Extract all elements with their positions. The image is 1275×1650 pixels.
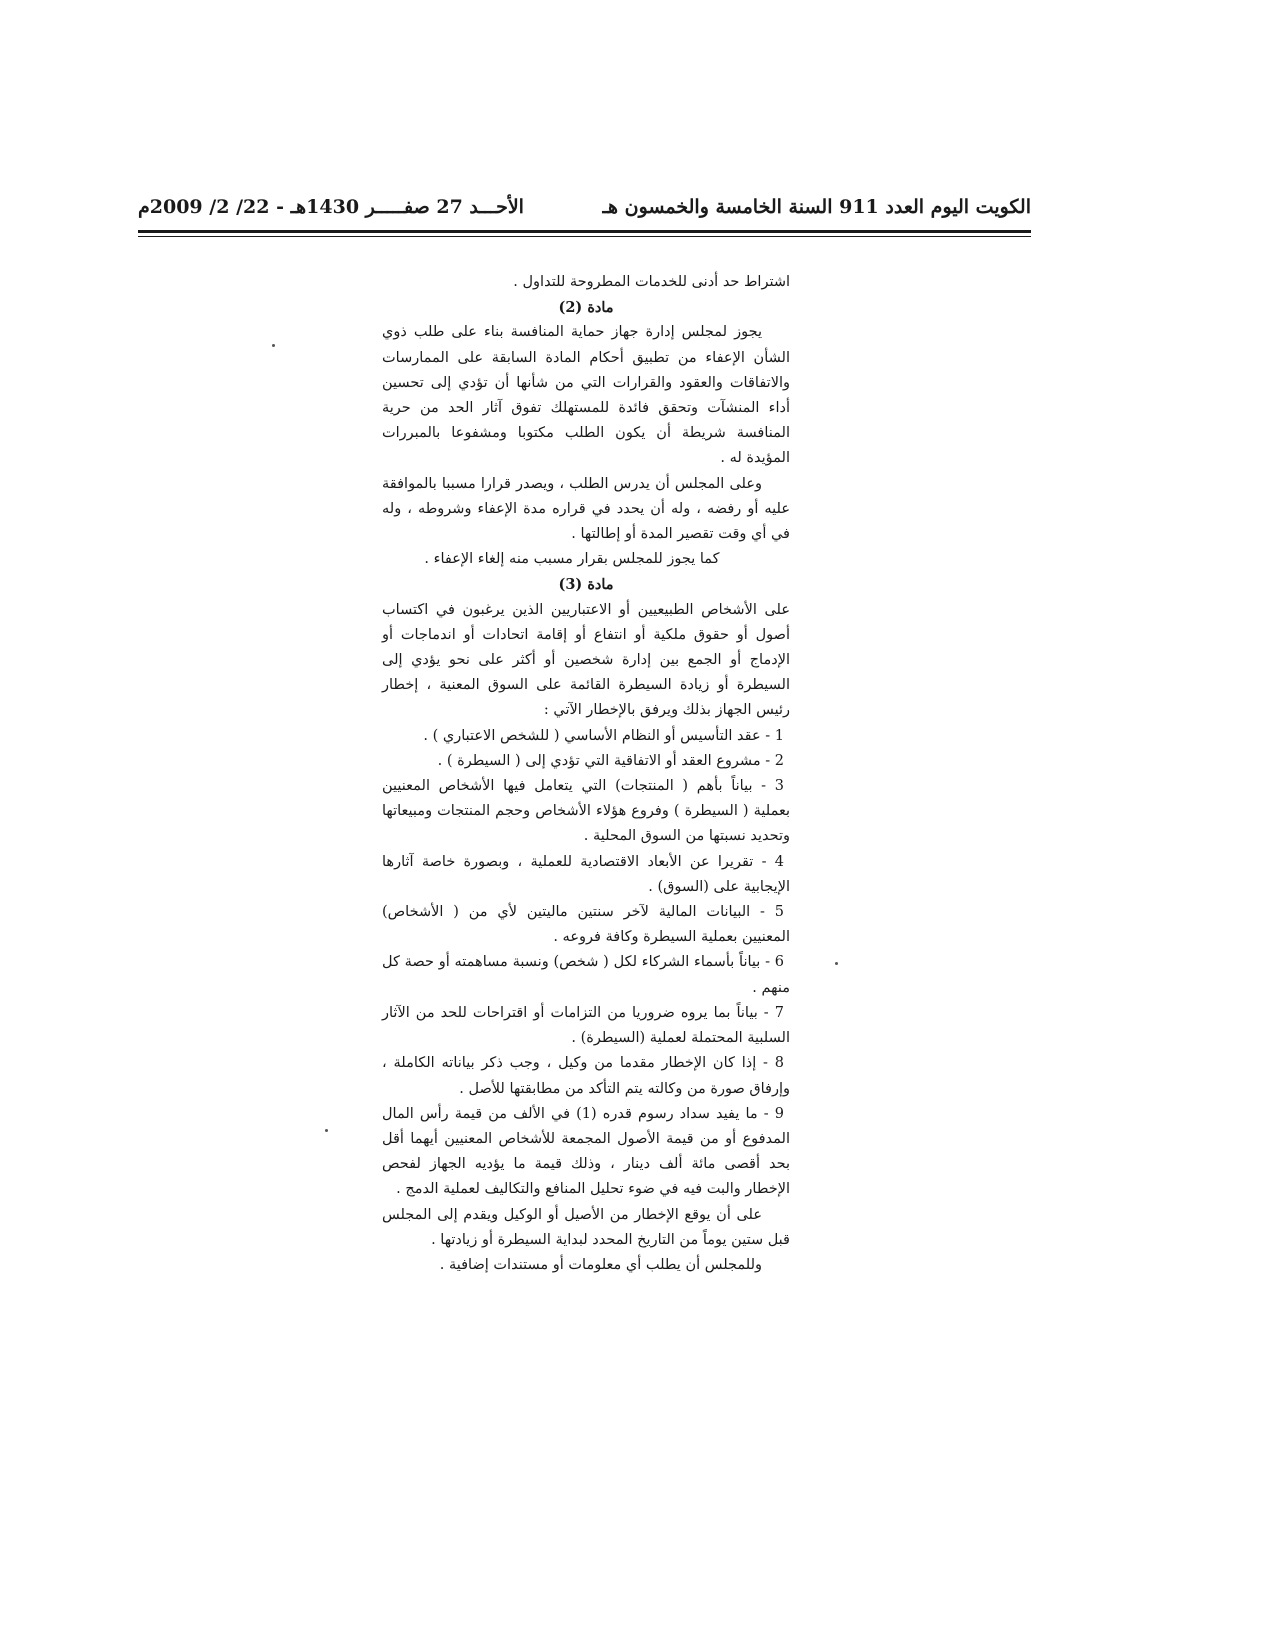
header-rule-thick [138,230,1031,233]
paragraph: على الأشخاص الطبيعيين أو الاعتباريين الذين يرغبون في اكتساب أصول أو حقوق ملكية أو انتفاع أو إقامة اتحادات أو اندماجات أو الإدماج أو الجمع بين إدارة شخصين أو أكثر على نحو يؤدي إلى السيطرة أو زيادة السيطرة القائمة على السوق المعنية ، إخطار رئيس الجهاز بذلك ويرفق بالإخطار الآتي : [382,601,790,719]
list-item: 1 - عقد التأسيس أو النظام الأساسي ( للشخص الاعتباري ) . [423,727,784,744]
list-item: 3 - بياناً بأهم ( المنتجات) التي يتعامل فيها الأشخاص المعنيين بعملية ( السيطرة ) وفروع هؤلاء الأشخاص وحجم المنتجات ومبيعاتها وتحديد نسبتها من السوق المحلية . [382,778,790,845]
scan-speck [272,344,275,347]
paragraph: كما يجوز للمجلس بقرار مسبب منه إلغاء الإعفاء . [424,551,720,568]
list-item: 8 - إذا كان الإخطار مقدما من وكيل ، وجب ذكر بياناته الكاملة ، وإرفاق صورة من وكالته يتم التأكد من مطابقتها للأصل . [382,1055,790,1097]
header-rule-thin [138,236,1031,237]
scan-speck [835,962,838,965]
list-item: 5 - البيانات المالية لآخر سنتين ماليتين لأي من ( الأشخاص) المعنيين بعملية السيطرة وكافة فروعه . [382,904,790,946]
scan-speck [325,1129,328,1132]
list-item: 9 - ما يفيد سداد رسوم قدره (1) في الألف من قيمة رأس المال المدفوع أو من قيمة الأصول المجمعة للأشخاص المعنيين أيهما أقل بحد أقصى مائة ألف دينار ، وذلك قيمة ما يؤديه الجهاز لفحص الإخطار والبت فيه في ضوء تحليل المنافع والتكاليف لعملية الدمج . [382,1105,790,1198]
page-header [138,196,1031,226]
paragraph: يجوز لمجلس إدارة جهاز حماية المنافسة بناء على طلب ذوي الشأن الإعفاء من تطبيق أحكام المادة السابقة على الممارسات والاتفاقات والعقود والقرارات التي من شأنها أن تؤدي إلى تحسين أداء المنشآت وتحقق فائدة للمستهلك تفوق آثار الحد من حرية المنافسة شريطة أن يكون الطلب مكتوبا ومشفوعا بالمبررات المؤيدة له . [382,324,790,467]
paragraph: على أن يوقع الإخطار من الأصيل أو الوكيل ويقدم إلى المجلس قبل ستين يوماً من التاريخ المحدد لبداية السيطرة أو زيادتها . [382,1206,790,1248]
paragraph: وللمجلس أن يطلب أي معلومات أو مستندات إضافية . [439,1256,762,1273]
list-item: 4 - تقريرا عن الأبعاد الاقتصادية للعملية ، وبصورة خاصة آثارها الإيجابية على (السوق) . [382,853,790,895]
header-date: الأحـــد 27 صفـــــر 1430هـ - 22/ 2/ 2009م [138,196,524,218]
article-body [382,270,790,1278]
article-heading: مادة (2) [558,299,614,317]
header-publication: الكويت اليوم العدد 911 السنة الخامسة والخمسون هـ [602,196,1031,218]
list-item: 2 - مشروع العقد أو الاتفاقية التي تؤدي إلى ( السيطرة ) . [437,752,784,769]
list-item: 6 - بياناً بأسماء الشركاء لكل ( شخص) ونسبة مساهمته أو حصة كل منهم . [382,954,790,996]
paragraph: وعلى المجلس أن يدرس الطلب ، ويصدر قرارا مسببا بالموافقة عليه أو رفضه ، وله أن يحدد في قراره مدة الإعفاء وشروطه ، وله في أي وقت تقصير المدة أو إطالتها . [382,475,790,543]
list-item: 7 - بياناً بما يروه ضروريا من التزامات أو اقتراحات للحد من الآثار السلبية المحتملة لعملية (السيطرة) . [382,1004,790,1047]
article-heading: مادة (3) [558,576,614,594]
paragraph: اشتراط حد أدنى للخدمات المطروحة للتداول . [513,274,790,290]
